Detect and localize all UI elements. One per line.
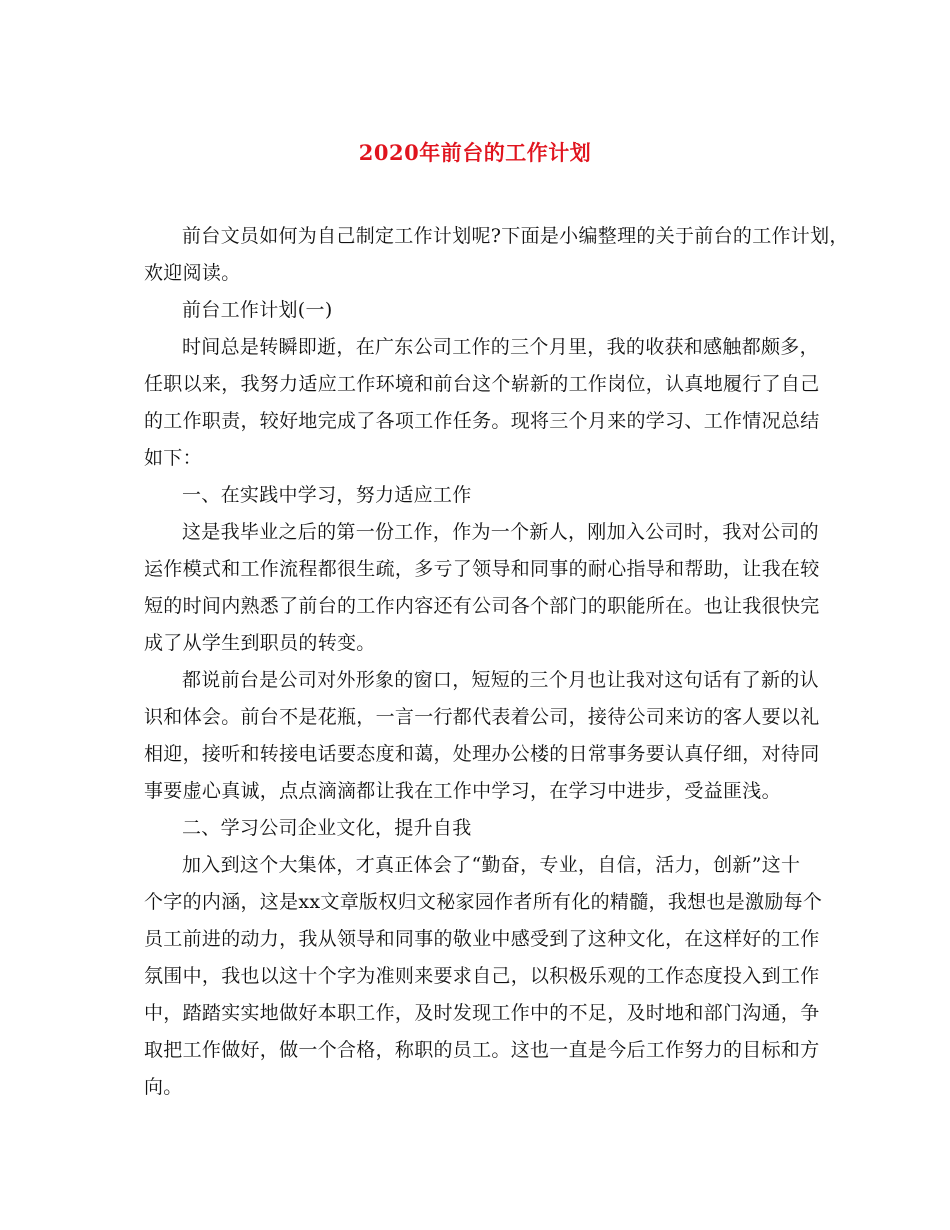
paragraph-line: 向。 (144, 1076, 183, 1098)
paragraph-line: 前台文员如何为自己制定工作计划呢?下面是小编整理的关于前台的工作计划， (182, 225, 849, 247)
paragraph-line: 员工前进的动力，我从领导和同事的敬业中感受到了这种文化，在这样好的工作 (144, 928, 820, 950)
paragraph-line: 这是我毕业之后的第一份工作，作为一个新人，刚加入公司时，我对公司的 (182, 521, 819, 543)
section-heading: 二、学习公司企业文化，提升自我 (182, 817, 472, 839)
paragraph-line: 的工作职责，较好地完成了各项工作任务。现将三个月来的学习、工作情况总结 (144, 410, 820, 432)
paragraph-line: 事要虚心真诚，点点滴滴都让我在工作中学习，在学习中进步，受益匪浅。 (144, 780, 781, 802)
page-title: 2020年前台的工作计划 (358, 140, 592, 165)
paragraph-line: 都说前台是公司对外形象的窗口，短短的三个月也让我对这句话有了新的认 (182, 669, 819, 691)
paragraph-line: 时间总是转瞬即逝，在广东公司工作的三个月里，我的收获和感触都颇多， (182, 336, 819, 358)
paragraph-line: 欢迎阅读。 (144, 262, 241, 284)
section-heading: 一、在实践中学习，努力适应工作 (182, 484, 472, 506)
paragraph-line: 短的时间内熟悉了前台的工作内容还有公司各个部门的职能所在。也让我很快完 (144, 595, 820, 617)
paragraph-line: 取把工作做好，做一个合格，称职的员工。这也一直是今后工作努力的目标和方 (144, 1039, 820, 1061)
paragraph-line: 氛围中，我也以这十个字为准则来要求自己，以积极乐观的工作态度投入到工作 (144, 965, 820, 987)
paragraph-line: 成了从学生到职员的转变。 (144, 632, 376, 654)
section-heading: 前台工作计划(一) (182, 299, 333, 321)
paragraph-line: 加入到这个大集体，才真正体会了“勤奋，专业，自信，活力，创新”这十 (182, 854, 801, 876)
paragraph-line: 中，踏踏实实地做好本职工作，及时发现工作中的不足，及时地和部门沟通，争 (144, 1002, 820, 1024)
paragraph-line: 识和体会。前台不是花瓶，一言一行都代表着公司，接待公司来访的客人要以礼 (144, 706, 820, 728)
paragraph-line: 运作模式和工作流程都很生疏，多亏了领导和同事的耐心指导和帮助，让我在较 (144, 558, 820, 580)
paragraph-line: 如下： (144, 447, 202, 469)
paragraph-line: 个字的内涵，这是xx文章版权归文秘家园作者所有化的精髓，我想也是激励每个 (144, 891, 823, 913)
paragraph-line: 相迎，接听和转接电话要态度和蔼，处理办公楼的日常事务要认真仔细，对待同 (144, 743, 820, 765)
paragraph-line: 任职以来，我努力适应工作环境和前台这个崭新的工作岗位，认真地履行了自己 (144, 373, 820, 395)
